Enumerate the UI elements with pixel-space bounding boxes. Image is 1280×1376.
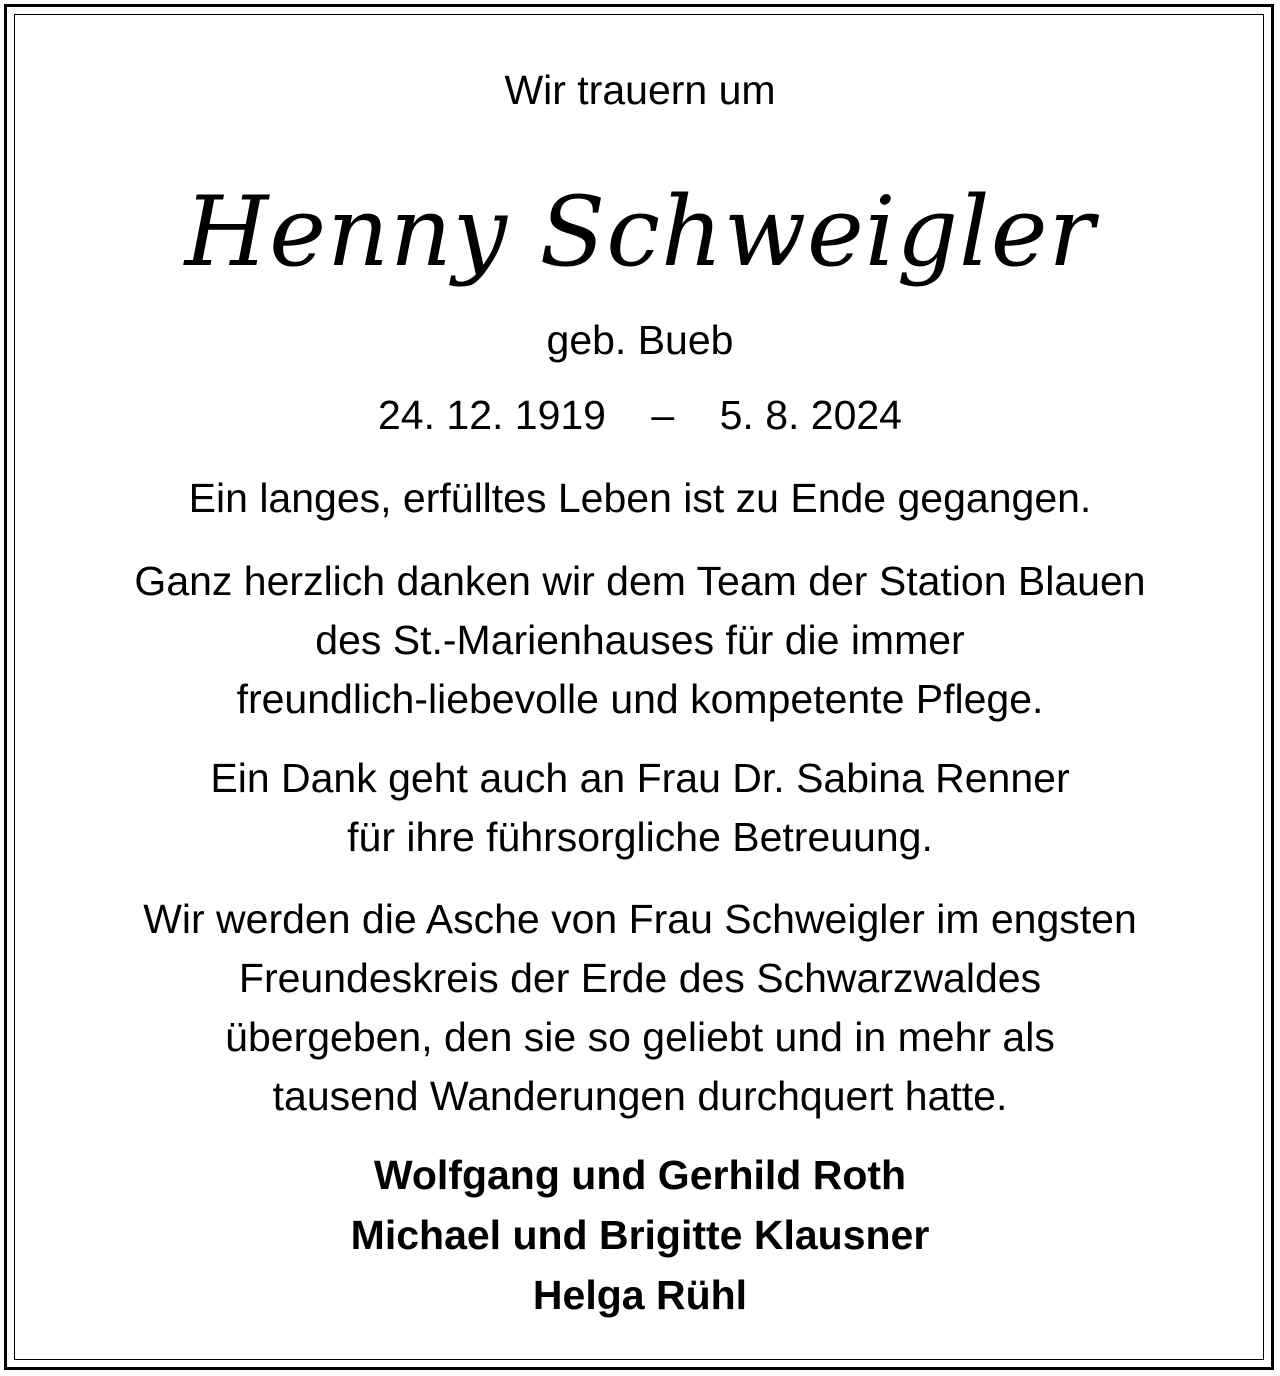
signature-2: Michael und Brigitte Klausner xyxy=(350,1212,930,1258)
signature-1: Wolfgang und Gerhild Roth xyxy=(373,1152,907,1198)
paragraph-4-line-3: übergeben, den sie so geliebt und in mehr als xyxy=(225,1014,1055,1060)
birth-date: 24. 12. 1919 xyxy=(378,392,606,438)
signature-3: Helga Rühl xyxy=(532,1272,748,1318)
deceased-name: Henny Schweigler xyxy=(184,176,1096,288)
paragraph-3-line-1: Ein Dank geht auch an Frau Dr. Sabina Renner xyxy=(210,755,1070,801)
paragraph-4-line-4: tausend Wanderungen durchquert hatte. xyxy=(272,1073,1008,1119)
death-date: 5. 8. 2024 xyxy=(719,392,902,438)
paragraph-4-line-2: Freundeskreis der Erde des Schwarzwaldes xyxy=(238,955,1042,1001)
intro-text: Wir trauern um xyxy=(504,67,776,113)
paragraph-2-line-2: des St.-Marienhauses für die immer xyxy=(315,617,965,663)
date-dash: – xyxy=(651,392,675,438)
paragraph-3-line-2: für ihre führsorgliche Betreuung. xyxy=(347,814,933,860)
paragraph-2-line-3: freundlich-liebevolle und kompetente Pflege. xyxy=(236,676,1044,722)
paragraph-2-line-1: Ganz herzlich danken wir dem Team der Station Blauen xyxy=(134,558,1146,604)
life-dates xyxy=(0,387,1280,443)
maiden-name: geb. Bueb xyxy=(546,317,734,363)
paragraph-1: Ein langes, erfülltes Leben ist zu Ende gegangen. xyxy=(188,475,1092,521)
paragraph-4-line-1: Wir werden die Asche von Frau Schweigler im engsten xyxy=(143,896,1137,942)
